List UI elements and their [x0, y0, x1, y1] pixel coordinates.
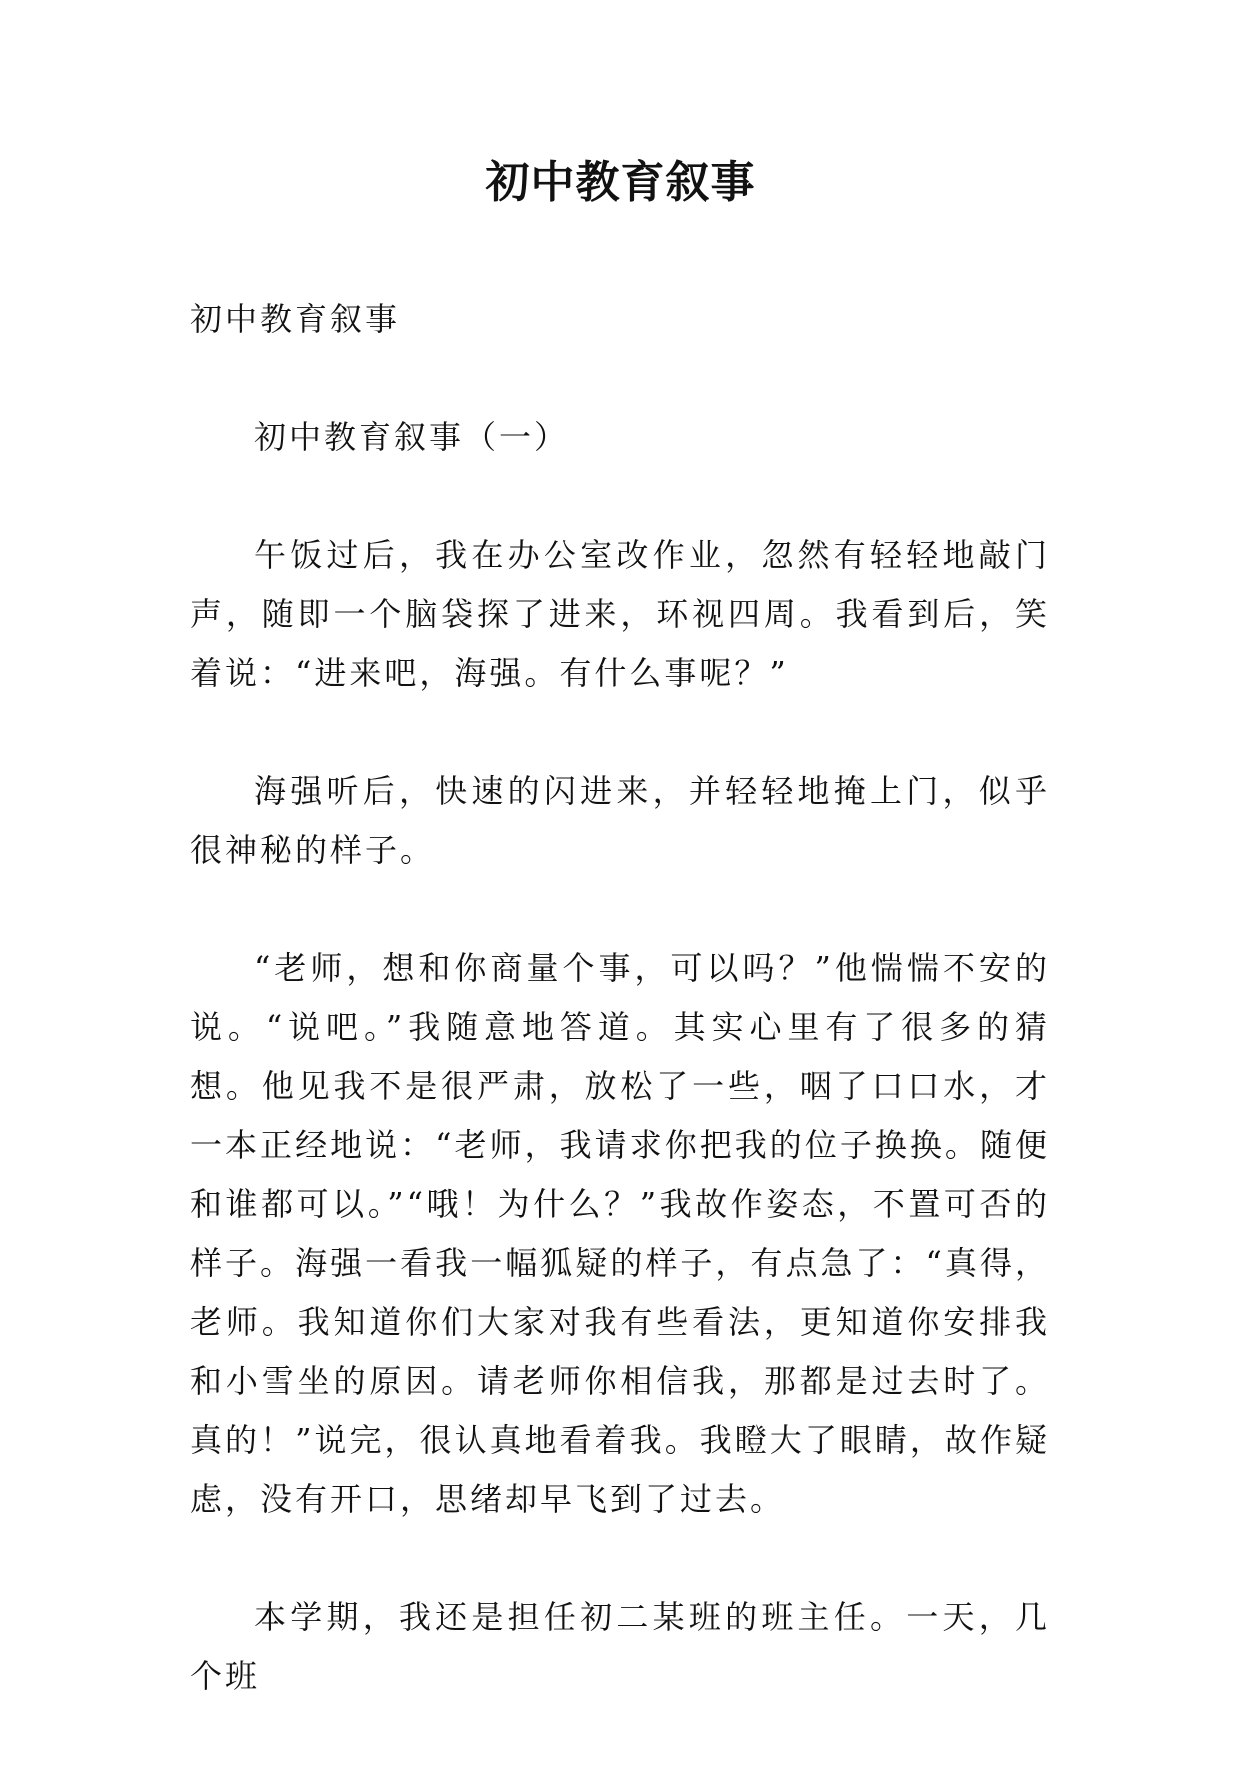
paragraph: “老师，想和你商量个事，可以吗？”他惴惴不安的说。“说吧。”我随意地答道。其实心里有了很多的猜想。他见我不是很严肃，放松了一些，咽了口口水，才一本正经地说：“老师，我请求你把我的位子换换。随便和谁都可以。”“哦！为什么？”我故作姿态，不置可否的样子。海强一看我一幅狐疑的样子，有点急了：“真得，老师。我知道你们大家对我有些看法，更知道你安排我和小雪坐的原因。请老师你相信我，那都是过去时了。真的！”说完，很认真地看着我。我瞪大了眼睛，故作疑虑，没有开口，思绪却早飞到了过去。 [190, 949, 1050, 1518]
paragraph-subheading: 初中教育叙事（一） [254, 418, 570, 456]
document-body [190, 290, 1050, 1765]
paragraph-heading: 初中教育叙事 [190, 300, 401, 338]
paragraph: 午饭过后，我在办公室改作业，忽然有轻轻地敲门声，随即一个脑袋探了进来，环视四周。我看到后，笑着说：“进来吧，海强。有什么事呢？” [190, 536, 1050, 692]
paragraph: 海强听后，快速的闪进来，并轻轻地掩上门，似乎很神秘的样子。 [190, 772, 1050, 869]
document-title: 初中教育叙事 [485, 157, 756, 208]
paragraph: 本学期，我还是担任初二某班的班主任。一天，几个班 [190, 1598, 1050, 1695]
